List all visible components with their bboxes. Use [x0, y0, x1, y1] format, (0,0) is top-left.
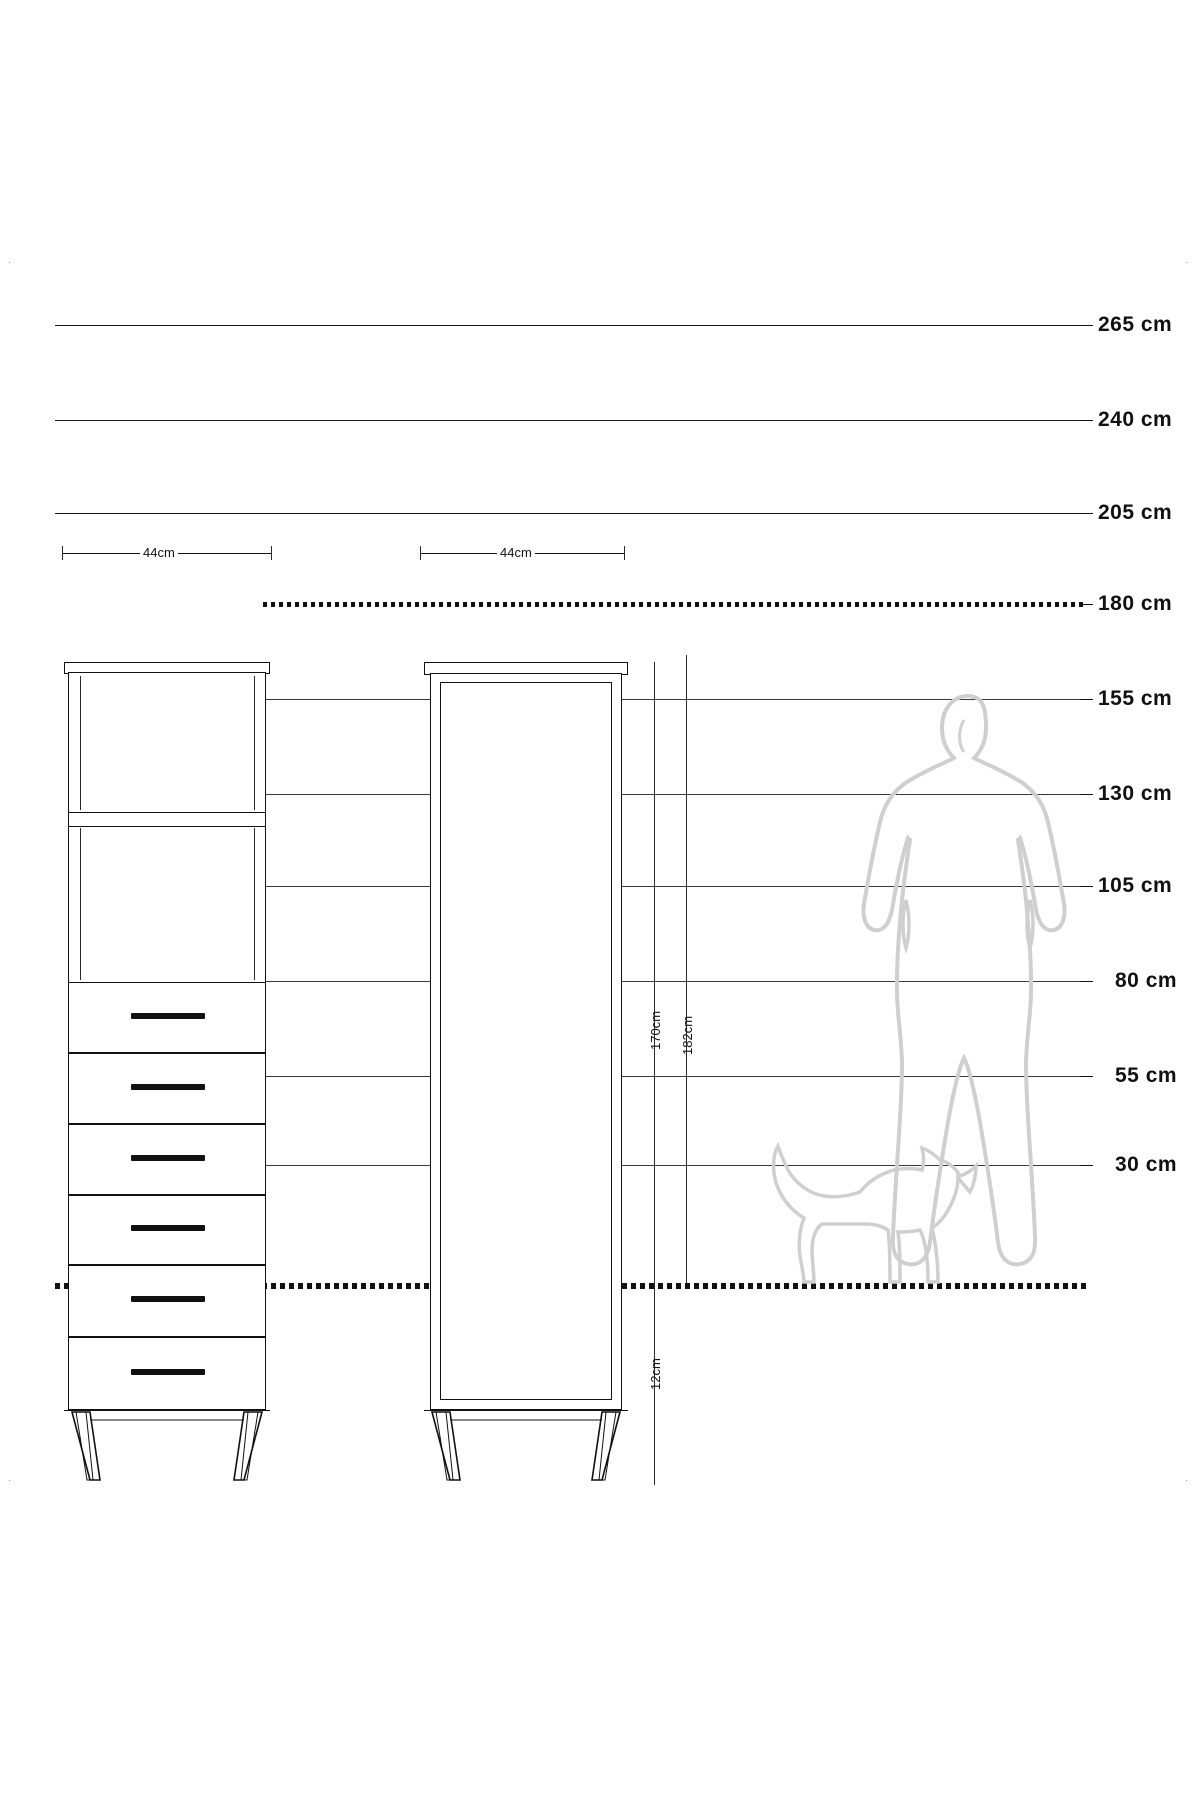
scale-line-240: [55, 420, 1090, 421]
scale-label-30: 30 cm: [1115, 1153, 1178, 1176]
cat-silhouette: [770, 1140, 1010, 1290]
width-dim-tick-right-b: [624, 546, 625, 560]
drawer-handle-3[interactable]: [131, 1155, 205, 1161]
width-dim-tick-left-b: [271, 546, 272, 560]
drawer-handle-1[interactable]: [131, 1013, 205, 1019]
cabinet-left-niche2-right-edge: [254, 828, 255, 980]
registration-mark-bottom-left: ·: [8, 1475, 12, 1486]
cabinet-left-niche-right-edge: [254, 676, 255, 810]
drawer-handle-4[interactable]: [131, 1225, 205, 1231]
registration-mark-bottom-right: ·: [1185, 1475, 1189, 1486]
scale-tick-180: [1080, 604, 1093, 605]
cabinet-left-shelf-1b: [68, 826, 266, 827]
cabinet-left-shelf-1: [68, 812, 266, 813]
scale-label-55: 55 cm: [1115, 1064, 1178, 1087]
scale-label-155: 155 cm: [1098, 687, 1173, 710]
scale-tick-205: [1080, 513, 1093, 514]
scale-label-130: 130 cm: [1098, 782, 1173, 805]
height-dim-label-182: 182cm: [680, 1015, 695, 1055]
scale-label-80: 80 cm: [1115, 969, 1178, 992]
registration-mark-top-right: ·: [1185, 257, 1189, 268]
height-dim-line-182: [686, 655, 687, 1283]
cabinet-right-legs: [420, 1410, 635, 1488]
scale-tick-265: [1080, 325, 1093, 326]
width-dim-tick-right-a: [420, 546, 421, 560]
drawer-handle-5[interactable]: [131, 1296, 205, 1302]
scale-line-180-dashed: [263, 602, 1086, 607]
height-dim-line-12: [654, 1410, 655, 1485]
drawer-handle-6[interactable]: [131, 1369, 205, 1375]
scale-line-205: [55, 513, 1090, 514]
scale-label-205: 205 cm: [1098, 501, 1173, 524]
height-dim-label-12: 12cm: [648, 1358, 663, 1390]
scale-tick-240: [1080, 420, 1093, 421]
scale-label-265: 265 cm: [1098, 313, 1173, 336]
cabinet-left-legs: [60, 1410, 275, 1488]
scale-label-105: 105 cm: [1098, 874, 1173, 897]
scale-line-265: [55, 325, 1090, 326]
width-dim-label-left: 44cm: [140, 545, 178, 560]
scale-label-180: 180 cm: [1098, 592, 1173, 615]
registration-mark-top-left: ·: [8, 257, 12, 268]
height-dim-label-170: 170cm: [648, 1010, 663, 1050]
cabinet-left-niche-left-edge: [80, 676, 81, 810]
cabinet-left-niche2-left-edge: [80, 828, 81, 980]
cabinet-right-door[interactable]: [440, 682, 612, 1400]
width-dim-tick-left-a: [62, 546, 63, 560]
scale-label-240: 240 cm: [1098, 408, 1173, 431]
drawer-handle-2[interactable]: [131, 1084, 205, 1090]
width-dim-label-right: 44cm: [497, 545, 535, 560]
